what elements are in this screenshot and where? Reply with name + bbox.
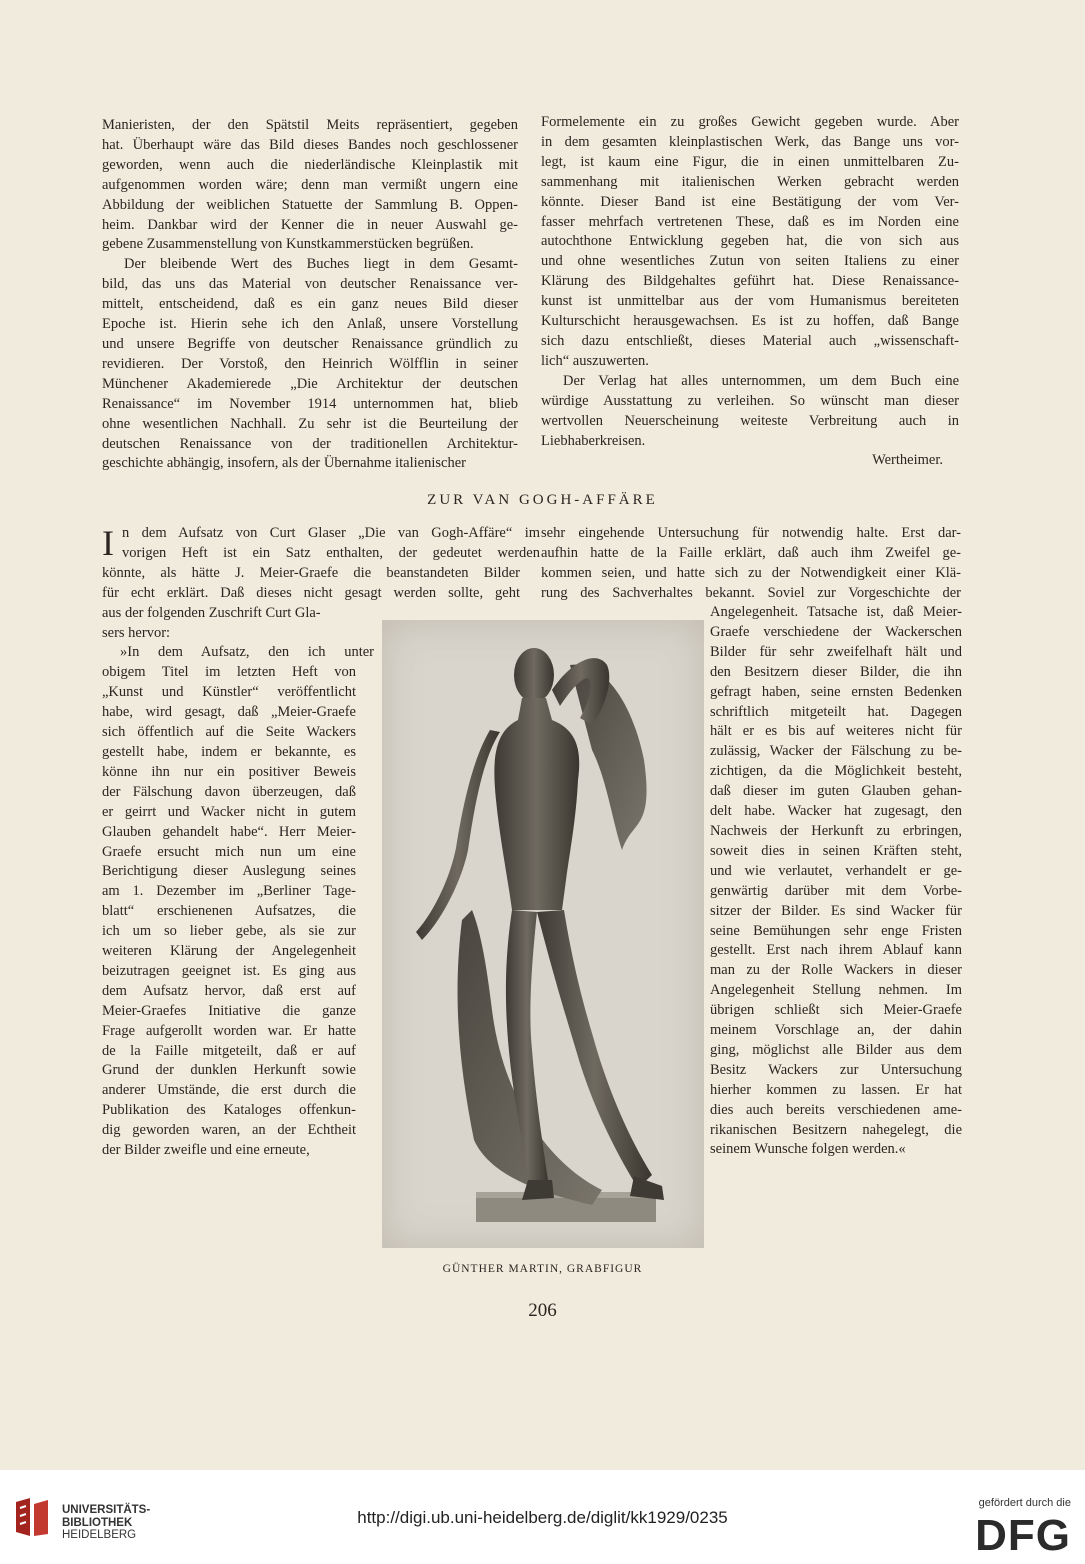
- text-line: Meier-Graefes Initiative die ganze: [102, 1002, 356, 1019]
- text-line: Graefe ersucht mich nun um eine: [102, 843, 356, 860]
- article-right-top-column: [541, 524, 961, 604]
- text-line: übrigen schließt sich Meier-Graefe: [710, 1002, 962, 1019]
- text-line: Der Verlag hat alles unternommen, um dem Buch eine: [563, 372, 959, 389]
- text-line: hat. Überhaupt wäre das Bild dieses Bandes noch geschlossener: [102, 136, 518, 153]
- text-line: Klärung des Bildgehaltes geführt hat. Diese Renaissance-: [541, 273, 959, 290]
- text-line: sitzer der Bilder. Es sind Wacker für: [710, 902, 962, 919]
- text-line: seinem Wunsche folgen werden.«: [710, 1141, 906, 1158]
- grave-figure-sculpture-image: [382, 620, 704, 1248]
- text-line: für echt erklärt. Daß dieses nicht gesagt werden sollte, geht: [102, 584, 520, 601]
- text-line: Abbildung der weiblichen Statuette der Sammlung B. Oppen-: [102, 196, 518, 213]
- text-line: sehr eingehende Untersuchung für notwendig halte. Erst dar-: [541, 525, 961, 541]
- text-line: revidieren. Der Vorstoß, den Heinrich Wölfflin in seiner: [102, 355, 518, 372]
- text-line: sich dazu entschließt, dieses Material auch „wissenschaft-: [541, 332, 959, 349]
- library-name-line-2: BIBLIOTHEK: [62, 1516, 133, 1529]
- text-line: Frage aufgerollt worden war. Er hatte: [102, 1022, 356, 1039]
- text-line: daß dieser im guten Glauben gehan-: [710, 783, 962, 800]
- figure-caption: GÜNTHER MARTIN, GRABFIGUR: [442, 1263, 643, 1275]
- text-line: zulässig, Wacker der Fälschung zu be-: [710, 743, 962, 760]
- text-line: obigem Titel im letzten Heft von: [102, 664, 356, 681]
- text-line: bild, das uns das Material von deutscher Renaissance ver-: [102, 276, 518, 293]
- funding-label: gefördert durch die: [978, 1497, 1071, 1509]
- text-line: dig geworden waren, an der Echtheit: [102, 1122, 356, 1139]
- text-line: Publikation des Kataloges offenkun-: [102, 1102, 356, 1119]
- text-line: soweit dies in seinen Kräften steht,: [710, 842, 962, 859]
- text-line: sers hervor:: [102, 624, 171, 641]
- text-line: lich“ auszuwerten.: [541, 352, 649, 369]
- text-line: am 1. Dezember im „Berliner Tage-: [102, 883, 356, 900]
- text-line: würdige Ausstattung zu verleihen. So wünscht man dieser: [541, 392, 959, 409]
- text-line: Bilder für sehr zweifelhaft hält und: [710, 643, 962, 660]
- text-line: hält er es bis auf weiteres nicht für: [710, 723, 962, 740]
- text-line: schriftlich mitgeteilt hat. Dagegen: [710, 703, 962, 720]
- text-line: könnte. Dieser Band ist eine Bestätigung der vom Ver-: [541, 193, 959, 210]
- page-number: 206: [528, 1300, 557, 1321]
- signature: Wertheimer.: [872, 452, 943, 468]
- digitization-footer: [0, 1470, 1085, 1564]
- text-line: wertvollen Neuerscheinung weiteste Verbreitung auch in: [541, 412, 959, 429]
- text-line: man zu der Rolle Wackers in dieser: [710, 962, 962, 979]
- text-line: „Kunst und Künstler“ veröffentlicht: [102, 684, 356, 701]
- text-line: ging, möglichst alle Bilder aus dem: [710, 1041, 962, 1058]
- text-line: Angelegenheit. Tatsache ist, daß Meier-: [710, 604, 962, 620]
- text-line: Graefe verschiedene der Wackerschen: [710, 623, 962, 640]
- text-line: Der bleibende Wert des Buches liegt in dem Gesamt-: [124, 256, 518, 273]
- text-line: meinem Vorschlage an, der dahin: [710, 1022, 962, 1039]
- text-line: kommen seien, und hatte sich zu der Notwendigkeit einer Klä-: [541, 564, 961, 581]
- text-line: ohne wesentlichen Nachhall. Zu sehr ist die Beurteilung der: [102, 415, 518, 432]
- text-line: Manieristen, der den Spätstil Meits repräsentiert, gegeben: [102, 117, 518, 133]
- text-line: und wie verlautet, verhandelt er ge-: [710, 862, 962, 879]
- text-line: beizutragen geeignet ist. Es ging aus: [102, 962, 356, 979]
- text-line: habe, wird gesagt, daß „Meier-Graefe: [102, 704, 356, 721]
- text-line: weiteren Klärung der Angelegenheit: [102, 943, 356, 960]
- text-line: der Fälschung davon überzeugen, daß: [102, 783, 356, 800]
- document-url-link[interactable]: http://digi.ub.uni-heidelberg.de/diglit/kk1929/0235: [357, 1508, 728, 1527]
- text-line: gefragt haben, seine ernsten Bedenken: [710, 683, 962, 700]
- text-line: aufhin hatte de la Faille erklärt, daß auch ihm Zweifel ge-: [541, 544, 961, 561]
- text-line: rung des Sachverhaltes bekannt. Soviel zur Vorgeschichte der: [541, 584, 961, 601]
- library-name-line-1: UNIVERSITÄTS-: [62, 1504, 151, 1516]
- text-line: geschichte abhängig, insofern, als der Übernahme italienischer: [102, 455, 466, 472]
- text-line: rikanischen Besitzern nahegelegt, die: [710, 1121, 962, 1138]
- text-line: Epoche ist. Hierin sehe ich den Anlaß, unsere Vorstellung: [102, 316, 518, 333]
- text-line: aus der folgenden Zuschrift Curt Gla-: [102, 604, 321, 621]
- text-line: autochthone Entwicklung gegeben hat, die von sich aus: [541, 233, 959, 250]
- text-line: n dem Aufsatz von Curt Glaser „Die van Gogh-Affäre“ im: [122, 525, 540, 541]
- text-line: der Bilder zweifle und eine erneute,: [102, 1142, 310, 1159]
- article-heading: ZUR VAN GOGH-AFFÄRE: [427, 492, 658, 508]
- text-line: sich öffentlich auf die Seite Wackers: [102, 724, 356, 741]
- text-line: gestellt. Erst nach ihrem Ablauf kann: [710, 942, 962, 959]
- text-line: den Besitzern dieser Bilder, die ihn: [710, 663, 962, 680]
- text-line: hierher kommen zu lassen. Er hat: [710, 1081, 962, 1098]
- text-line: Berichtigung dieser Auslegung seines: [102, 863, 356, 880]
- text-line: dies auch bereits verschiedenen ame-: [710, 1101, 962, 1118]
- text-line: in dem gesamten kleinplastischen Werk, das Bange uns vor-: [541, 133, 959, 150]
- text-line: anderer Umstände, die erst durch die: [102, 1082, 356, 1099]
- text-line: mittelt, entscheidend, daß es ein ganz neues Bild dieser: [102, 296, 518, 313]
- text-line: Liebhaberkreisen.: [541, 432, 646, 449]
- text-line: heim. Dankbar wird der Kenner die in neuer Auswahl ge-: [102, 216, 518, 233]
- text-line: aufgenommen worden wäre; denn man vermißt ungern eine: [102, 176, 518, 193]
- top-right-column: [541, 113, 959, 451]
- text-line: zichtigen, da die Möglichkeit besteht,: [710, 763, 962, 780]
- text-line: Renaissance“ im November 1914 unternommen hat, blieb: [102, 395, 518, 412]
- article-right-narrow-column: [710, 603, 962, 1160]
- top-left-column: [102, 116, 518, 474]
- text-line: ich um so lieber gebe, als sie zur: [102, 923, 356, 940]
- text-line: und ohne wesentliches Zutun von seiten Italiens zu einer: [541, 253, 959, 270]
- text-line: delt habe. Wacker hat zugesagt, den: [710, 803, 962, 820]
- text-line: Besitz Wackers zur Untersuchung: [710, 1061, 962, 1078]
- text-line: sammenhang mit italienischen Werken gebracht werden: [541, 173, 959, 190]
- text-line: »In dem Aufsatz, den ich unter: [120, 644, 374, 661]
- text-line: kunst ist unmittelbar aus der vom Humanismus bereiteten: [541, 293, 959, 310]
- text-line: Grund der dunklen Herkunft sowie: [102, 1062, 356, 1079]
- text-line: Glauben gehandelt habe“. Herr Meier-: [102, 823, 356, 840]
- text-line: Formelemente ein zu großes Gewicht gegeben wurde. Aber: [541, 114, 959, 130]
- sculpture-photograph: [382, 620, 704, 1248]
- text-line: vorigen Heft ist ein Satz enthalten, der gedeutet werden: [122, 544, 540, 561]
- text-line: deutschen Renaissance von der traditionellen Architektur-: [102, 435, 518, 452]
- text-line: de la Faille mitgeteilt, daß er auf: [102, 1042, 356, 1059]
- text-line: und unsere Begriffe von deutscher Renaissance gründlich zu: [102, 335, 518, 352]
- dfg-logo[interactable]: DFG: [975, 1511, 1071, 1560]
- text-line: geworden, wenn auch die niederländische Kleinplastik mit: [102, 156, 518, 173]
- text-line: gestellt habe, indem er bekannte, es: [102, 743, 356, 760]
- text-line: könnte, als hätte J. Meier-Graefe die beanstandeten Bilder: [102, 564, 520, 581]
- text-line: fasser mehrfach vertretenen These, daß es im Norden eine: [541, 213, 959, 230]
- drop-cap: I: [102, 523, 114, 563]
- text-line: Angelegenheit Stellung nehmen. Im: [710, 982, 962, 999]
- text-line: legt, ist kaum eine Figur, die in einen unmittelbaren Zu-: [541, 153, 959, 170]
- text-line: seine Bemühungen sehr enge Fristen: [710, 922, 962, 939]
- text-line: er geirrt und Wacker nicht in gutem: [102, 803, 356, 820]
- text-line: könne ihn nur ein positiver Beweis: [102, 763, 356, 780]
- text-line: dem Aufsatz hervor, daß erst auf: [102, 982, 356, 999]
- text-line: gebene Zusammenstellung von Kunstkammerstücken begrüßen.: [102, 236, 474, 253]
- text-line: Kulturschicht herausgewachsen. Es ist zu hoffen, daß Bange: [541, 313, 959, 330]
- text-line: Münchener Akademierede „Die Architektur der deutschen: [102, 375, 518, 392]
- text-line: genwärtig darüber mit dem Vorbe-: [710, 882, 962, 899]
- text-line: blatt“ erschienenen Aufsatzes, die: [102, 903, 356, 920]
- text-line: Nachweis der Herkunft zu erbringen,: [710, 822, 962, 839]
- library-name-line-3: HEIDELBERG: [62, 1529, 137, 1541]
